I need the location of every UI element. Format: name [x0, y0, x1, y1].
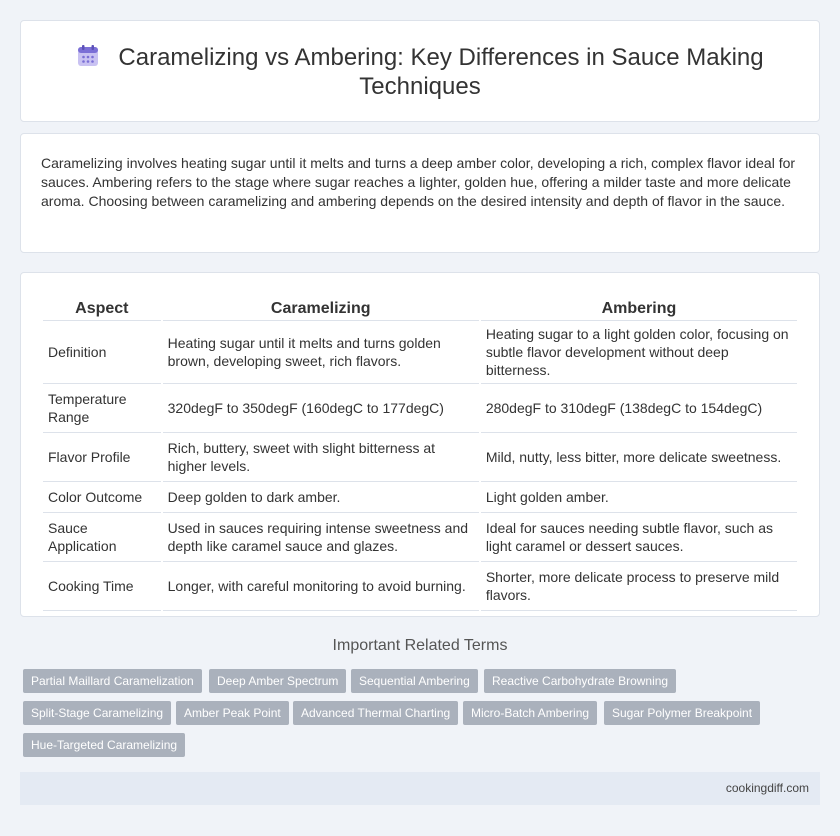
header-card — [20, 20, 820, 122]
table-row — [43, 433, 797, 482]
ambering-cell: Mild, nutty, less bitter, more delicate sweetness. — [481, 433, 797, 482]
related-term-tag[interactable]: Hue-Targeted Caramelizing — [23, 733, 185, 757]
header-aspect: Aspect — [43, 297, 161, 321]
aspect-cell: Flavor Profile — [43, 433, 161, 482]
ambering-cell: 280degF to 310degF (138degC to 154degC) — [481, 384, 797, 433]
aspect-cell: Cooking Time — [43, 562, 161, 611]
table-row — [43, 562, 797, 611]
caramelizing-cell: 320degF to 350degF (160degC to 177degC) — [163, 384, 479, 433]
aspect-cell: Sauce Application — [43, 513, 161, 562]
related-term-tag[interactable]: Reactive Carbohydrate Browning — [484, 669, 676, 693]
header-caramelizing: Caramelizing — [163, 297, 479, 321]
comparison-table — [41, 297, 799, 611]
intro-card — [20, 133, 820, 253]
related-term-tag[interactable]: Micro-Batch Ambering — [463, 701, 597, 725]
table-row — [43, 513, 797, 562]
calendar-icon — [76, 44, 100, 68]
comparison-card — [20, 272, 820, 617]
table-header-row — [43, 297, 797, 321]
related-term-tag[interactable]: Partial Maillard Caramelization — [23, 669, 202, 693]
table-row — [43, 384, 797, 433]
table-row — [43, 321, 797, 384]
caramelizing-cell: Rich, buttery, sweet with slight bitterness at higher levels. — [163, 433, 479, 482]
related-terms-title: Important Related Terms — [332, 637, 508, 654]
related-term-tag[interactable]: Advanced Thermal Charting — [293, 701, 458, 725]
related-term-tag[interactable]: Amber Peak Point — [176, 701, 289, 725]
caramelizing-cell: Heating sugar until it melts and turns golden brown, developing sweet, rich flavors. — [163, 321, 479, 384]
ambering-cell: Shorter, more delicate process to preserve mild flavors. — [481, 562, 797, 611]
related-term-tag[interactable]: Sugar Polymer Breakpoint — [604, 701, 760, 725]
aspect-cell: Definition — [43, 321, 161, 384]
related-term-tag[interactable]: Sequential Ambering — [351, 669, 478, 693]
ambering-cell: Ideal for sauces needing subtle flavor, such as light caramel or dessert sauces. — [481, 513, 797, 562]
caramelizing-cell: Used in sauces requiring intense sweetness and depth like caramel sauce and glazes. — [163, 513, 479, 562]
caramelizing-cell: Longer, with careful monitoring to avoid burning. — [163, 562, 479, 611]
footer — [20, 772, 820, 805]
footer-site-link[interactable]: cookingdiff.com — [725, 781, 809, 795]
table-row — [43, 482, 797, 513]
page-title-wrap — [21, 43, 819, 101]
caramelizing-cell: Deep golden to dark amber. — [163, 482, 479, 513]
related-term-tag[interactable]: Split-Stage Caramelizing — [23, 701, 171, 725]
ambering-cell: Heating sugar to a light golden color, focusing on subtle flavor development without deep bitterness. — [481, 321, 797, 384]
intro-paragraph: Caramelizing involves heating sugar until it melts and turns a deep amber color, developing a rich, complex flavor ideal for sauces. Ambering refers to the stage where sugar reaches a lighter, golden hue, offering a milder taste and more delicate aroma. Choosing between caramelizing and ambering depends on the desired intensity and depth of flavor in the sauce. — [41, 155, 796, 209]
ambering-cell: Light golden amber. — [481, 482, 797, 513]
aspect-cell: Color Outcome — [43, 482, 161, 513]
related-term-tag[interactable]: Deep Amber Spectrum — [209, 669, 346, 693]
aspect-cell: Temperature Range — [43, 384, 161, 433]
header-ambering: Ambering — [481, 297, 797, 321]
page-title: Caramelizing vs Ambering: Key Differences in Sauce Making Techniques — [118, 44, 764, 100]
